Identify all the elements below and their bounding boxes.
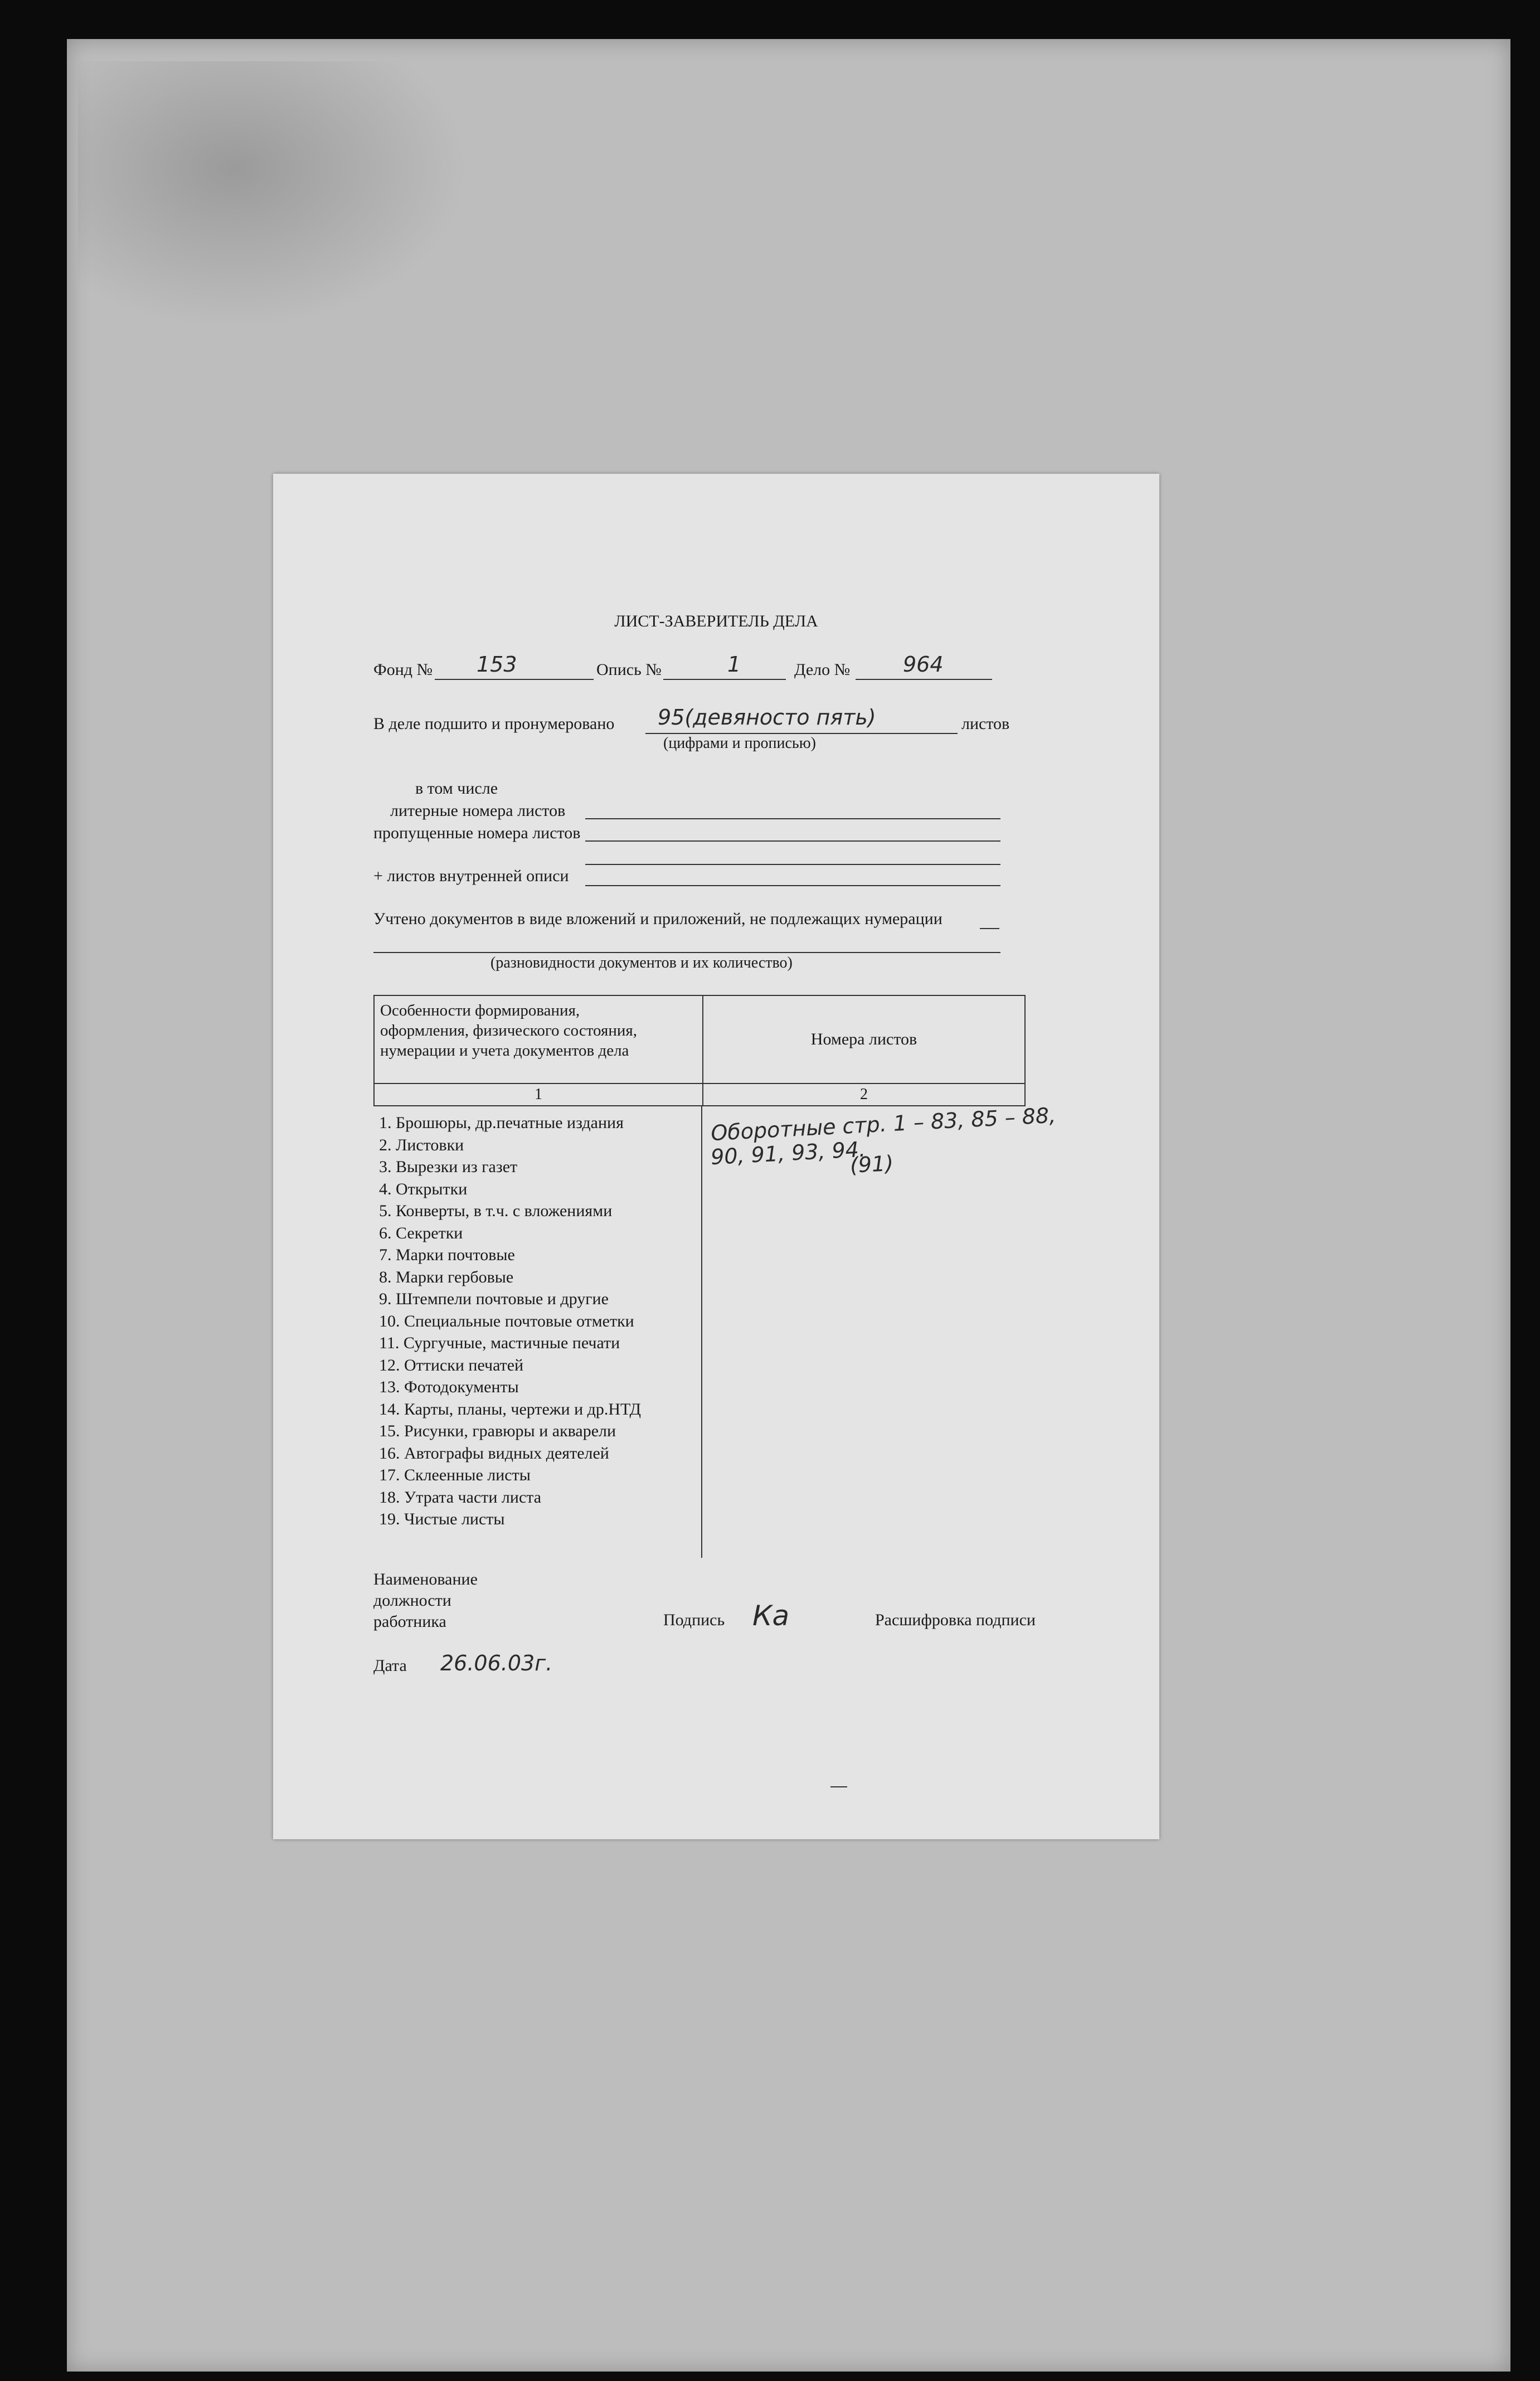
list-item: 19. Чистые листы bbox=[379, 1510, 505, 1528]
paper-stain bbox=[78, 61, 468, 329]
delo-line bbox=[856, 679, 992, 680]
skipped-line-2 bbox=[585, 864, 1000, 865]
sewn-label: В деле подшито и пронумеровано bbox=[373, 715, 615, 733]
position-label-line: Наименование bbox=[373, 1570, 478, 1588]
sheet-title: ЛИСТ-ЗАВЕРИТЕЛЬ ДЕЛА bbox=[614, 612, 818, 630]
inner-inventory-line bbox=[585, 885, 1000, 886]
skipped-line bbox=[585, 840, 1000, 842]
column-divider bbox=[701, 1106, 702, 1558]
list-item: 4. Открытки bbox=[379, 1179, 468, 1198]
list-item: 11. Сургучные, мастичные печати bbox=[379, 1334, 620, 1352]
accounted-line-2 bbox=[373, 952, 1000, 953]
dash-mark bbox=[830, 1786, 847, 1787]
col1-header bbox=[375, 996, 703, 1083]
list-item: 1. Брошюры, др.печатные издания bbox=[379, 1114, 624, 1132]
col1-header-line: оформления, физического состояния, bbox=[380, 1022, 637, 1039]
list-item: 12. Оттиски печатей bbox=[379, 1355, 524, 1374]
opis-line bbox=[663, 679, 786, 680]
col2-header: Номера листов bbox=[810, 1030, 917, 1048]
list-item: 16. Автографы видных деятелей bbox=[379, 1444, 609, 1462]
list-item: 14. Карты, планы, чертежи и др.НТД bbox=[379, 1400, 641, 1418]
sewn-suffix: листов bbox=[961, 715, 1010, 733]
list-item: 2. Листовки bbox=[379, 1135, 464, 1154]
col2-number: 2 bbox=[860, 1086, 868, 1103]
list-item: 18. Утрата части листа bbox=[379, 1488, 542, 1507]
col1-number: 1 bbox=[375, 1084, 703, 1105]
list-item: 9. Штемпели почтовые и другие bbox=[379, 1290, 609, 1308]
accounted-line bbox=[980, 928, 999, 929]
including-label: в том числе bbox=[415, 779, 498, 798]
list-item: 6. Секретки bbox=[379, 1223, 463, 1242]
certification-sheet bbox=[273, 474, 1159, 1839]
delo-value: 964 bbox=[903, 652, 944, 677]
fond-label: Фонд № bbox=[373, 660, 433, 679]
fond-line bbox=[435, 679, 594, 680]
position-label bbox=[373, 1569, 478, 1632]
accounted-label: Учтено документов в виде вложений и приложений, не подлежащих нумерации bbox=[373, 910, 943, 928]
lettered-label: литерные номера листов bbox=[390, 801, 566, 820]
lettered-line bbox=[585, 818, 1000, 819]
decode-label: Расшифровка подписи bbox=[875, 1611, 1036, 1629]
list-item: 15. Рисунки, гравюры и акварели bbox=[379, 1422, 616, 1440]
position-label-line: должности bbox=[373, 1591, 451, 1610]
features-list bbox=[379, 1112, 641, 1530]
sewn-hint: (цифрами и прописью) bbox=[663, 735, 816, 752]
list-item: 13. Фотодокументы bbox=[379, 1378, 519, 1396]
accounted-hint: (разновидности документов и их количество) bbox=[490, 954, 793, 971]
handwritten-pages-count: (91) bbox=[849, 1150, 895, 1178]
list-item: 17. Склеенные листы bbox=[379, 1466, 531, 1484]
list-item: 8. Марки гербовые bbox=[379, 1267, 514, 1286]
handwritten-signature: Ка bbox=[752, 1600, 790, 1632]
fond-value: 153 bbox=[477, 652, 517, 677]
opis-value: 1 bbox=[727, 652, 741, 677]
list-item: 3. Вырезки из газет bbox=[379, 1158, 518, 1176]
col1-header-line: Особенности формирования, bbox=[380, 1002, 580, 1019]
sign-label: Подпись bbox=[663, 1611, 725, 1629]
table-header bbox=[373, 995, 1026, 1084]
handwritten-pages-line-1: Оборотные стр. 1 – 83, 85 – 88, bbox=[710, 1102, 1057, 1146]
sewn-value: 95(девяносто пять) bbox=[658, 705, 876, 730]
date-label: Дата bbox=[373, 1656, 407, 1675]
list-item: 5. Конверты, в т.ч. с вложениями bbox=[379, 1202, 613, 1220]
skipped-label: пропущенные номера листов bbox=[373, 824, 581, 842]
table-number-row bbox=[373, 1084, 1026, 1106]
handwritten-pages-line-2: 90, 91, 93, 94. bbox=[710, 1136, 866, 1170]
sewn-line bbox=[645, 733, 958, 734]
opis-label: Опись № bbox=[596, 660, 662, 679]
list-item: 10. Специальные почтовые отметки bbox=[379, 1311, 634, 1330]
position-label-line: работника bbox=[373, 1612, 446, 1631]
inner-inventory-label: + листов внутренней описи bbox=[373, 867, 569, 885]
date-value: 26.06.03г. bbox=[440, 1651, 553, 1675]
delo-label: Дело № bbox=[794, 660, 851, 679]
list-item: 7. Марки почтовые bbox=[379, 1246, 515, 1264]
col1-header-line: нумерации и учета документов дела bbox=[380, 1042, 629, 1060]
